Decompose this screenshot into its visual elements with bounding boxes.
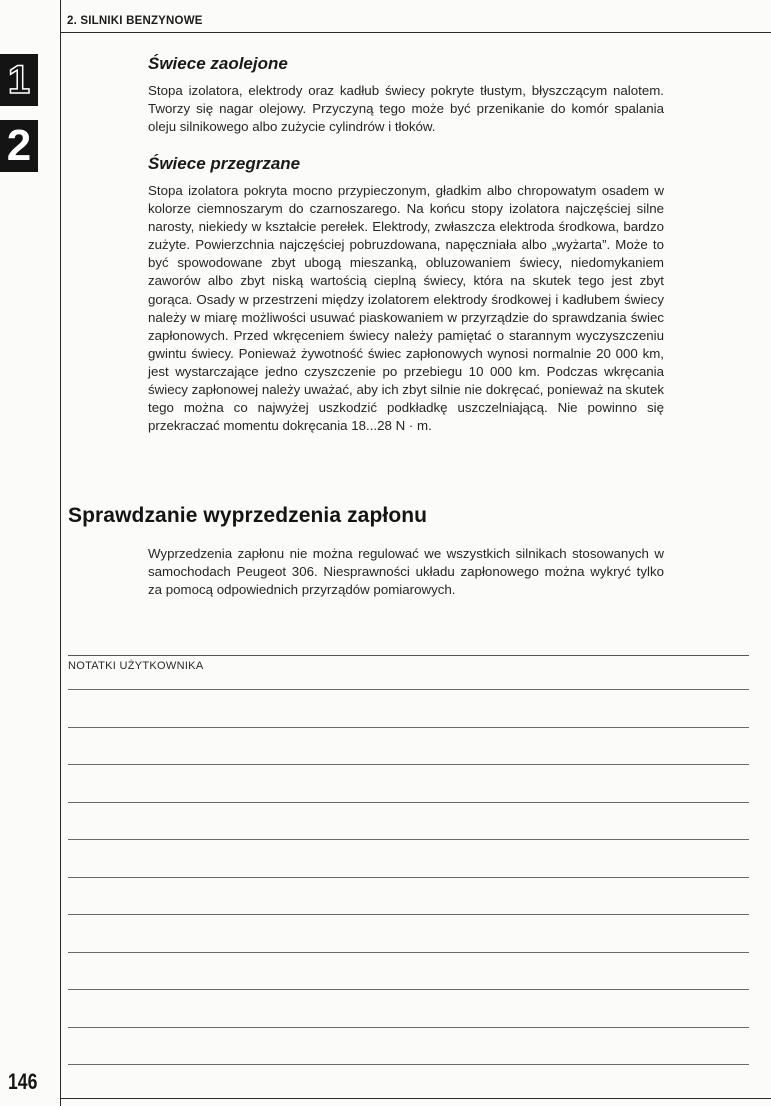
notes-line: [68, 914, 749, 915]
notes-line: [68, 839, 749, 840]
notes-line: [68, 1064, 749, 1065]
notes-top-rule: [68, 655, 749, 656]
notes-line: [68, 802, 749, 803]
page-number: 146: [8, 1069, 38, 1094]
paragraph-overheated-plugs: Stopa izolatora pokryta mocno przypieczonym, gładkim albo chropowatym osadem w kolorze ciemnoszarym do czarnoszarego. Na końcu stopy izolatora najczęściej silne narosty, niekiedy w kształcie perełek. Elektrody, zwłaszcza elektroda środkowa, bardzo zużyte. Powierzchnia najczęściej pobruzdowana, napęczniała albo „wyżarta”. Może to być spowodowane zbyt ubogą mieszanką, obluzowaniem świecy, niedomykaniem zaworów albo zbyt niską wartością cieplną świecy, która na skutek tego jest zbyt gorąca. Osady w przestrzeni między izolatorem elektrody środkowej i kadłubem świecy należy w miarę możliwości usuwać piaskowaniem w przyrządzie do sprawdzania świec zapłonowych. Przed wkręceniem świecy należy pamiętać o starannym wyczyszczeniu gwintu świecy. Ponieważ żywotność świec zapłonowych wynosi normalnie 20 000 km, jest wystarczające jedno czyszczenie po przebiegu 10 000 km. Podczas wkręcania świecy zapłonowej należy uważać, aby ich zbyt silnie nie dokręcać, ponieważ na skutek tego można co najwyżej uszkodzić podkładkę uszczelniającą. Nie powinno się przekraczać momentu dokręcania 18...28 N · m.: [148, 183, 664, 434]
paragraph-ignition-timing: Wyprzedzenia zapłonu nie można regulować we wszystkich silnikach stosowanych w samochodach Peugeot 306. Niesprawności układu zapłonowego można wykryć tylko za pomocą odpowiednich przyrządów pomiarowych.: [148, 546, 664, 598]
chapter-tab-2-active: 2: [0, 120, 38, 172]
page-frame-left-rule: [60, 33, 61, 1106]
notes-line: [68, 989, 749, 990]
notes-line: [68, 764, 749, 765]
footer-rule: [60, 1098, 771, 1099]
page-header: [60, 0, 771, 33]
notes-line: [68, 877, 749, 878]
heading-overheated-plugs: Świece przegrzane: [148, 154, 301, 173]
notes-line: [68, 689, 749, 690]
notes-label: NOTATKI UŻYTKOWNIKA: [68, 660, 204, 672]
notes-line: [68, 952, 749, 953]
notes-lines: [68, 689, 749, 1069]
running-head: 2. SILNIKI BENZYNOWE: [67, 15, 203, 27]
notes-line: [68, 727, 749, 728]
section-title-ignition-timing: Sprawdzanie wyprzedzenia zapłonu: [68, 504, 428, 527]
heading-oiled-plugs: Świece zaolejone: [148, 54, 288, 73]
notes-line: [68, 1027, 749, 1028]
chapter-tab-1: 1: [0, 54, 38, 106]
paragraph-oiled-plugs: Stopa izolatora, elektrody oraz kadłub świecy pokryte tłustym, błyszczącym nalotem. Tworzy się nagar olejowy. Przyczyną tego może być przenikanie do komór spalania oleju silnikowego albo zużycie cylindrów i tłoków.: [148, 83, 664, 135]
